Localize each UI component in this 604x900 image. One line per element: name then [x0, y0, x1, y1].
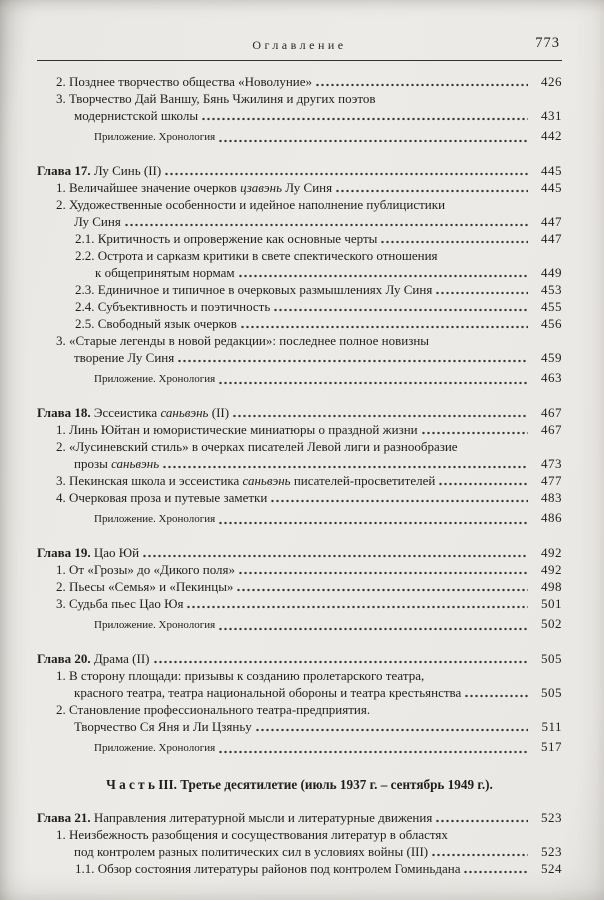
toc-line — [37, 509, 562, 528]
toc-entry — [37, 544, 562, 561]
toc-entry — [37, 595, 562, 612]
page-ref: 492 — [541, 545, 562, 560]
entry-text — [95, 264, 235, 281]
page-ref: 523 — [541, 844, 562, 859]
entry-text-segment: 2. Художественные особенности и идейное наполнение публицистики — [56, 197, 446, 212]
page-ref: 486 — [541, 510, 562, 525]
entry-text-segment: 1. От «Грозы» до «Дикого поля» — [56, 562, 235, 577]
toc-entry — [37, 860, 562, 877]
entry-text — [56, 578, 233, 595]
dot-leader — [218, 521, 528, 525]
toc-line — [37, 544, 562, 561]
toc-entry — [37, 421, 562, 438]
entry-text — [56, 421, 418, 438]
toc-entry — [37, 369, 562, 388]
toc-line — [37, 332, 562, 349]
entry-text-segment: 2.1. Критичность и опровержение как основные черты — [75, 231, 378, 246]
entry-text — [94, 129, 215, 146]
entry-text-segment: саньвэнь — [111, 456, 160, 471]
toc-line — [37, 809, 562, 826]
entry-text-segment: 2. Пьесы «Семья» и «Пекинцы» — [56, 579, 234, 594]
dot-leader — [218, 750, 528, 754]
toc-line — [37, 281, 562, 298]
page-title: Оглавление — [252, 38, 347, 52]
entry-text — [37, 162, 161, 179]
toc-line — [37, 298, 562, 315]
toc-block — [37, 544, 562, 634]
entry-text-segment: красного театра, театра национальной обороны и театра крестьянства — [74, 685, 462, 700]
entry-text — [56, 332, 429, 349]
page-content — [37, 36, 562, 877]
toc-entry — [37, 90, 562, 124]
toc-entry — [37, 650, 562, 667]
entry-text-segment: творение Лу Синя — [74, 350, 175, 365]
entry-text — [37, 809, 432, 826]
page-ref: 447 — [541, 214, 562, 229]
toc-line — [37, 489, 562, 506]
toc-line — [37, 650, 562, 667]
toc-entry — [37, 509, 562, 528]
page-ref: 455 — [541, 299, 562, 314]
entry-text-segment: 1.1. Обзор состояния литературы районов под контролем Гоминьдана — [75, 861, 461, 876]
dot-leader — [218, 381, 528, 385]
toc-entry — [37, 578, 562, 595]
entry-text-segment: Глава 20. — [37, 651, 91, 666]
dot-leader — [463, 870, 528, 874]
dot-leader — [270, 499, 528, 503]
entry-text — [94, 371, 215, 388]
entry-text-segment: 2.4. Субъективность и поэтичность — [75, 299, 271, 314]
toc-entry — [37, 332, 562, 366]
dot-leader — [236, 588, 528, 592]
entry-text-segment: Лу Синя — [74, 214, 121, 229]
toc-entry — [37, 179, 562, 196]
toc-line — [37, 776, 562, 793]
dot-leader — [238, 274, 528, 278]
entry-text — [74, 843, 428, 860]
entry-text — [74, 684, 461, 701]
page-ref: 467 — [541, 422, 562, 437]
page-ref: 511 — [541, 719, 562, 734]
toc-line — [37, 179, 562, 196]
dot-leader — [201, 117, 528, 121]
dot-leader — [142, 554, 528, 558]
toc-line — [37, 843, 562, 860]
toc-line — [37, 615, 562, 634]
page-ref: 477 — [541, 473, 562, 488]
entry-text-segment: 2.2. Острота и сарказм критики в свете спектического отношения — [75, 248, 438, 263]
entry-text-segment: 2. Становление профессионального театра-предприятия. — [56, 702, 371, 717]
entry-text-segment: 2. Позднее творчество общества «Новолуние» — [56, 74, 313, 89]
toc-line — [37, 455, 562, 472]
entry-text — [74, 213, 121, 230]
toc-line — [37, 561, 562, 578]
entry-text-segment: писателей-просветителей — [290, 473, 436, 488]
entry-text-segment: Эссеистика — [90, 405, 161, 420]
page-ref: 426 — [541, 74, 562, 89]
page-header — [37, 36, 562, 61]
entry-text-segment: 1. В сторону площади: призывы к созданию пролетарского театра, — [56, 668, 425, 683]
entry-text-segment: Ч а с т ь III. Третье десятилетие (июль 1937 г. – сентябрь 1949 г.). — [106, 777, 493, 792]
entry-text-segment: 3. Творчество Дай Ваншу, Бянь Чжилиня и других поэтов — [56, 91, 376, 106]
toc-line — [37, 315, 562, 332]
toc-line — [37, 578, 562, 595]
entry-text — [56, 561, 235, 578]
toc-line — [37, 230, 562, 247]
entry-text — [56, 196, 445, 213]
entry-text — [56, 667, 424, 684]
entry-text-segment: 4. Очерковая проза и путевые заметки — [56, 490, 268, 505]
page-ref: 498 — [541, 579, 562, 594]
toc-line — [37, 595, 562, 612]
entry-text-segment: цзавэнь — [240, 180, 283, 195]
page-ref: 431 — [541, 108, 562, 123]
entry-text-segment: Глава 18. — [37, 405, 91, 420]
entry-text — [56, 826, 448, 843]
entry-text-segment: 3. «Старые легенды в новой редакции»: последнее полное новизны — [56, 333, 430, 348]
page-ref: 453 — [541, 282, 562, 297]
entry-text — [56, 438, 458, 455]
entry-text — [56, 73, 312, 90]
toc-line — [37, 369, 562, 388]
dot-leader — [435, 819, 528, 823]
entry-text — [94, 740, 215, 757]
page-ref: 492 — [541, 562, 562, 577]
page-ref: 445 — [541, 163, 562, 178]
dot-leader — [380, 240, 528, 244]
entry-text-segment: Лу Синь (II) — [90, 163, 162, 178]
entry-text-segment: саньвэнь — [160, 405, 209, 420]
entry-text-segment: Приложение. Хронология — [94, 373, 216, 385]
dot-leader — [218, 627, 528, 631]
toc-entry — [37, 615, 562, 634]
page-ref: 467 — [541, 405, 562, 420]
entry-text — [75, 247, 438, 264]
entry-text — [37, 650, 150, 667]
toc-line — [37, 127, 562, 146]
entry-text-segment: (II) — [208, 405, 230, 420]
entry-text — [94, 617, 215, 634]
toc-line — [37, 73, 562, 90]
toc-entry — [37, 298, 562, 315]
page-ref: 505 — [541, 651, 562, 666]
toc-line — [37, 684, 562, 701]
toc-line — [37, 438, 562, 455]
entry-text — [74, 107, 198, 124]
toc-line — [37, 264, 562, 281]
entry-text-segment: прозы — [74, 456, 112, 471]
toc-entry — [37, 196, 562, 230]
dot-leader — [238, 571, 528, 575]
toc-entry — [37, 701, 562, 735]
dot-leader — [218, 139, 528, 143]
page-ref: 445 — [541, 180, 562, 195]
entry-text-segment: 3. Судьба пьес Цао Юя — [56, 596, 184, 611]
dot-leader — [273, 308, 528, 312]
page-ref: 517 — [541, 739, 562, 754]
entry-text — [74, 349, 174, 366]
dot-leader — [162, 465, 528, 469]
toc-entry — [37, 281, 562, 298]
entry-text — [37, 404, 229, 421]
entry-text — [37, 544, 139, 561]
page-ref: 449 — [541, 265, 562, 280]
toc-line — [37, 404, 562, 421]
page-ref: 505 — [541, 685, 562, 700]
toc-line — [37, 213, 562, 230]
page-ref: 463 — [541, 370, 562, 385]
page-ref: 483 — [541, 490, 562, 505]
toc-line — [37, 701, 562, 718]
entry-text-segment: 3. Пекинская школа и эссеистика — [56, 473, 243, 488]
toc-line — [37, 472, 562, 489]
toc-entry — [37, 776, 562, 793]
entry-text-segment: Глава 17. — [37, 163, 91, 178]
toc-block — [37, 776, 562, 793]
toc-entry — [37, 667, 562, 701]
entry-text — [94, 511, 215, 528]
toc-block — [37, 162, 562, 388]
dot-leader — [232, 414, 528, 418]
entry-text — [56, 701, 370, 718]
toc-entry — [37, 230, 562, 247]
page-ref: 502 — [541, 616, 562, 631]
toc-line — [37, 826, 562, 843]
entry-text — [56, 472, 435, 489]
dot-leader — [124, 223, 528, 227]
page-ref: 459 — [541, 350, 562, 365]
entry-text — [74, 455, 159, 472]
page-ref: 473 — [541, 456, 562, 471]
entry-text-segment: Приложение. Хронология — [94, 131, 216, 143]
toc-entry — [37, 247, 562, 281]
entry-text — [75, 298, 270, 315]
entry-text-segment: 2.3. Единичное и типичное в очерковых размышлениях Лу Синя — [75, 282, 433, 297]
entry-text-segment: к общепринятым нормам — [95, 265, 235, 280]
entry-text-segment: 1. Величайшее значение очерков — [56, 180, 241, 195]
entry-text — [56, 179, 332, 196]
toc-line — [37, 247, 562, 264]
toc-block — [37, 809, 562, 877]
entry-text-segment: 1. Линь Юйтан и юмористические миниатюры о праздной жизни — [56, 422, 418, 437]
dot-leader — [421, 431, 528, 435]
toc-block — [37, 650, 562, 757]
dot-leader — [177, 359, 528, 363]
entry-text — [75, 860, 460, 877]
entry-text-segment: 2. «Лусиневский стиль» в очерках писателей Левой лиги и разнообразие — [56, 439, 458, 454]
entry-text-segment: Направления литературной мысли и литературные движения — [90, 810, 433, 825]
entry-text-segment: Глава 21. — [37, 810, 91, 825]
entry-text-segment: Приложение. Хронология — [94, 513, 216, 525]
toc — [37, 73, 562, 877]
dot-leader — [435, 291, 528, 295]
entry-text — [75, 230, 377, 247]
entry-text-segment: модернистской школы — [74, 108, 199, 123]
toc-line — [37, 196, 562, 213]
entry-text-segment: саньвэнь — [242, 473, 291, 488]
entry-text-segment: 2.5. Свободный язык очерков — [75, 316, 237, 331]
entry-text-segment: Драма (II) — [90, 651, 150, 666]
toc-entry — [37, 489, 562, 506]
toc-line — [37, 718, 562, 735]
dot-leader — [464, 694, 528, 698]
entry-text-segment: Цао Юй — [90, 545, 140, 560]
entry-text-segment: Приложение. Хронология — [94, 619, 216, 631]
page-ref: 501 — [541, 596, 562, 611]
toc-line — [37, 162, 562, 179]
dot-leader — [164, 172, 528, 176]
entry-text — [56, 595, 183, 612]
entry-text-segment: Творчество Ся Яня и Ли Цзяньу — [74, 719, 252, 734]
dot-leader — [186, 605, 528, 609]
toc-line — [37, 349, 562, 366]
entry-text-segment: Глава 19. — [37, 545, 91, 560]
dot-leader — [315, 83, 528, 87]
entry-text-segment: Лу Синя — [282, 180, 333, 195]
dot-leader — [438, 482, 528, 486]
toc-line — [37, 860, 562, 877]
entry-text — [56, 489, 267, 506]
page-ref: 447 — [541, 231, 562, 246]
dot-leader — [255, 728, 528, 732]
toc-block — [37, 73, 562, 146]
page-number: 773 — [535, 35, 560, 51]
entry-text-segment: 1. Неизбежность разобщения и сосуществования литератур в областях — [56, 827, 448, 842]
entry-text — [106, 776, 493, 793]
toc-entry — [37, 561, 562, 578]
dot-leader — [431, 853, 528, 857]
toc-line — [37, 738, 562, 757]
toc-line — [37, 107, 562, 124]
page-ref: 456 — [541, 316, 562, 331]
dot-leader — [335, 189, 528, 193]
toc-entry — [37, 162, 562, 179]
dot-leader — [153, 660, 529, 664]
entry-text-segment: под контролем разных политических сил в условиях войны (III) — [74, 844, 429, 859]
toc-entry — [37, 404, 562, 421]
toc-entry — [37, 73, 562, 90]
entry-text — [74, 718, 252, 735]
page-ref: 524 — [541, 861, 562, 876]
toc-entry — [37, 438, 562, 472]
entry-text — [75, 315, 237, 332]
entry-text — [75, 281, 432, 298]
toc-line — [37, 90, 562, 107]
toc-entry — [37, 315, 562, 332]
toc-entry — [37, 127, 562, 146]
page-ref: 523 — [541, 810, 562, 825]
toc-line — [37, 421, 562, 438]
toc-entry — [37, 738, 562, 757]
page-ref: 442 — [541, 128, 562, 143]
toc-entry — [37, 826, 562, 860]
dot-leader — [240, 325, 528, 329]
toc-block — [37, 404, 562, 528]
toc-entry — [37, 472, 562, 489]
toc-line — [37, 667, 562, 684]
toc-entry — [37, 809, 562, 826]
entry-text-segment: Приложение. Хронология — [94, 742, 216, 754]
entry-text — [56, 90, 375, 107]
